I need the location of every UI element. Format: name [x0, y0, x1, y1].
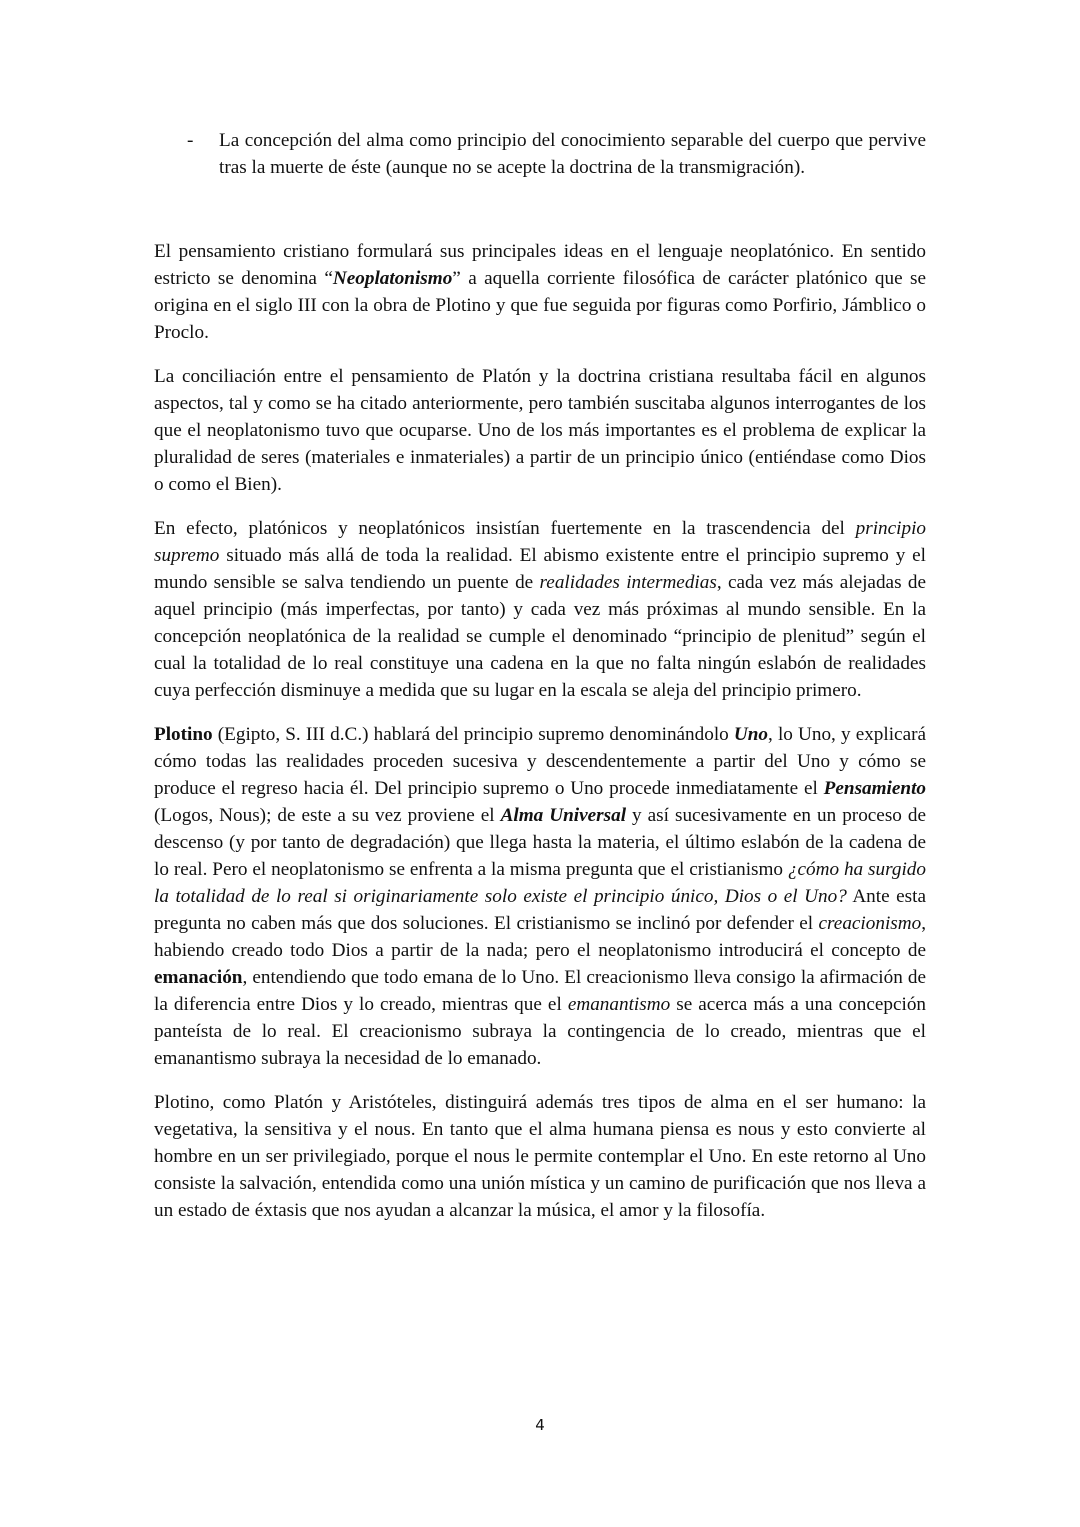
italic-text: creacionismo: [818, 913, 922, 934]
paragraph: [154, 515, 926, 704]
text-run: La conciliación entre el pensamiento de Platón y la doctrina cristiana resultaba fácil en algunos aspectos, tal y como se ha citado anteriormente, pero también suscitaba algunos interrogantes de los que el neoplatonismo tuvo que ocuparse. Uno de los más importantes es el problema de explicar la pluralidad de seres (materiales e inmateriales) a partir de un principio único (entiéndase como Dios o como el Bien).: [154, 366, 926, 495]
text-run: ” a aquella corriente filosófica de carácter platónico que se origina en el siglo III con la obra de Plotino y que fue seguida por figuras como Porfirio, Jámblico o Proclo.: [154, 268, 926, 343]
bullet-marker: -: [187, 130, 194, 151]
paragraph: [154, 1089, 926, 1224]
text-run: El pensamiento cristiano formulará sus principales ideas en el lenguaje neoplatónico. En sentido estricto se denomina “: [154, 241, 926, 289]
text-run: Plotino, como Platón y Aristóteles, distinguirá además tres tipos de alma en el ser humano: la vegetativa, la sensitiva y el nous. En tanto que el alma humana piensa es nous y esto convierte al hombre en un ser privilegiado, porque el nous le permite contemplar el Uno. En este retorno al Uno consiste la salvación, entendida como una unión mística y un camino de purificación que nos lleva a un estado de éxtasis que nos ayudan a alcanzar la música, el amor y la filosofía.: [154, 1092, 926, 1221]
bullet-text: La concepción del alma como principio del conocimiento separable del cuerpo que pervive tras la muerte de éste (aunque no se acepte la doctrina de la transmigración).: [219, 130, 926, 178]
text-run: , habiendo creado todo Dios a partir de la nada; pero el neoplatonismo introducirá el concepto de: [154, 913, 926, 961]
paragraph: [154, 238, 926, 346]
body-text: [154, 238, 926, 1224]
text-run: y así sucesivamente en un proceso de descenso (y por tanto de degradación) que llega hasta la materia, el último eslabón de la cadena de lo real. Pero el neoplatonismo se enfrenta a la misma pregunta que el cristianismo: [154, 805, 927, 880]
bullet-item: [154, 127, 926, 181]
bold-text: emanación: [154, 967, 243, 988]
paragraph: [154, 721, 926, 1072]
page-number: 4: [535, 1416, 545, 1434]
bold-italic-text: Uno: [733, 724, 769, 745]
text-run: situado más allá de toda la realidad. El abismo existente entre el principio supremo y el mundo sensible se salva tendiendo un puente de: [154, 545, 926, 593]
text-run: Ante esta pregunta no caben más que dos soluciones. El cristianismo se inclinó por defender el: [154, 886, 926, 934]
bold-italic-text: Alma Universal: [500, 805, 627, 826]
italic-text: principio supremo: [154, 518, 926, 566]
text-run: (Logos, Nous); de este a su vez proviene el: [154, 805, 501, 826]
bold-text: Plotino: [154, 724, 213, 745]
bold-italic-text: Neoplatonismo: [332, 268, 453, 289]
text-run: se acerca más a una concepción panteísta de lo real. El creacionismo subraya la contingencia de lo creado, mientras que el emanantismo subraya la necesidad de lo emanado.: [154, 994, 927, 1069]
text-run: , lo Uno, y explicará cómo todas las realidades proceden sucesiva y descendentemente a partir del Uno y cómo se produce el regreso hacia él. Del principio supremo o Uno procede inmediatamente el: [154, 724, 927, 799]
text-run: En efecto, platónicos y neoplatónicos insistían fuertemente en la trascendencia del: [154, 518, 856, 539]
italic-text: realidades intermedias: [539, 572, 717, 593]
text-run: (Egipto, S. III d.C.) hablará del principio supremo denominándolo: [212, 724, 734, 745]
text-run: , entendiendo que todo emana de lo Uno. El creacionismo lleva consigo la afirmación de la diferencia entre Dios y lo creado, mientras que el: [154, 967, 926, 1015]
italic-text: ¿cómo ha surgido la totalidad de lo real si originariamente solo existe el principio único, Dios o el Uno?: [154, 859, 926, 907]
italic-text: emanantismo: [567, 994, 671, 1015]
paragraph: [154, 363, 926, 498]
text-run: , cada vez más alejadas de aquel principio (más imperfectas, por tanto) y cada vez más próximas al mundo sensible. En la concepción neoplatónica de la realidad se cumple el denominado “principio de plenitud” según el cual la totalidad de lo real constituye una cadena en la que no falta ningún eslabón de realidades cuya perfección disminuye a medida que su lugar en la escala se aleja del principio primero.: [154, 572, 927, 701]
bold-italic-text: Pensamiento: [823, 778, 926, 799]
document-page: [154, 127, 926, 1241]
